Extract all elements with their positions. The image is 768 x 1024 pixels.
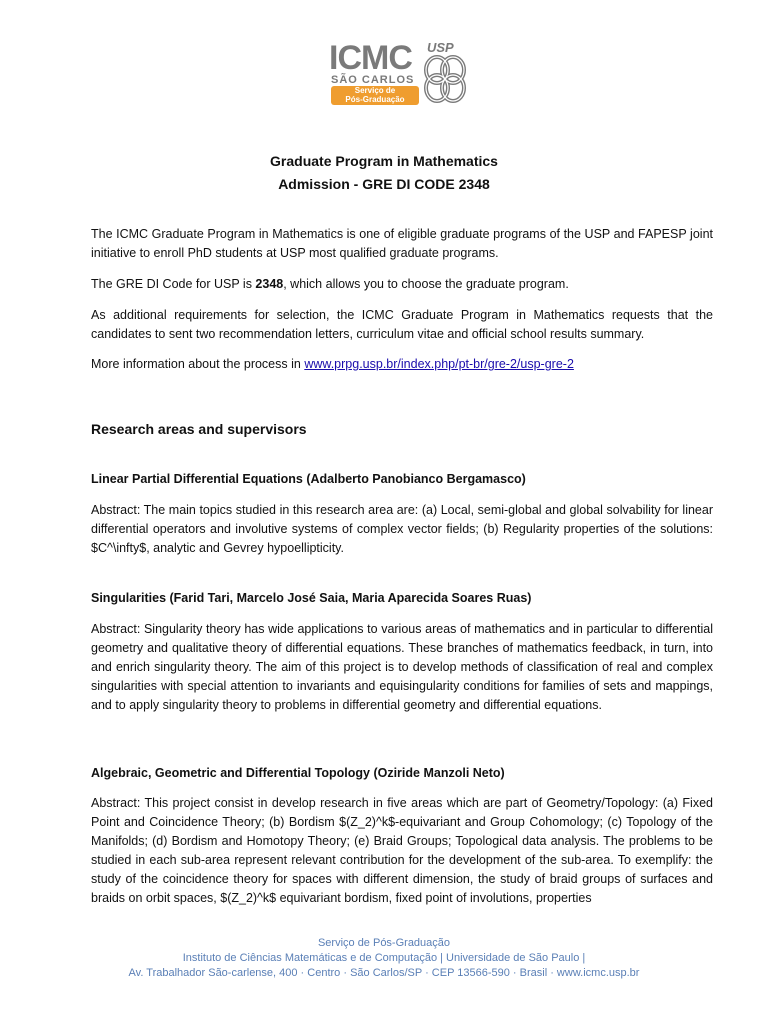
footer-institute: Instituto de Ciências Matemáticas e de Computação | Universidade de São Paulo | (182, 952, 586, 964)
footer-service: Serviço de Pós-Graduação (317, 937, 451, 949)
logo-service-line2: Pós-Graduação (345, 95, 405, 104)
intro-paragraph-4 (91, 355, 713, 374)
area-title-pde: Linear Partial Differential Equations (Adalberto Panobianco Bergamasco) (91, 472, 526, 486)
logo-city-text: SÃO CARLOS (331, 74, 415, 86)
footer-address: Av. Trabalhador São-carlense, 400 · Centro · São Carlos/SP · CEP 13566-590 · Brasil · www.icmc.usp.br (128, 967, 640, 979)
process-link[interactable]: www.prpg.usp.br/index.php/pt-br/gre-2/usp-gre-2 (304, 357, 574, 371)
area-title-topology: Algebraic, Geometric and Differential Topology (Oziride Manzoli Neto) (91, 766, 505, 780)
page-subtitle: Admission - GRE DI CODE 2348 (278, 176, 490, 192)
gre-text-after: , which allows you to choose the graduate program. (283, 277, 569, 291)
gre-code: 2348 (255, 277, 284, 291)
logo-icmc-text: ICMC (329, 39, 412, 77)
logo-usp-text: USP (427, 40, 454, 55)
area-abstract-topology: Abstract: This project consist in develop research in five areas which are part of Geometry/Topology: (a) Fixed Point and Coincidence Theory; (b) Bordism $(Z_2)^k$-equivariant and Group Cohomology; (c) Topology of the Manifolds; (d) Bordism and Homotopy Theory; (e) Braid Groups; Topological data analysis. The problems to be studied in each sub-area represent relevant contribution for the development of the sub-area. To exemplify: the study of the coincidence theory for spaces with different dimension, the study of braid groups of surfaces and braids on orbit spaces, $(Z_2)^k$ equivariant bordism, fixed point of involutions, properties (91, 796, 713, 905)
area-abstract-singularities: Abstract: Singularity theory has wide applications to various areas of mathematics and in particular to differential geometry and qualitative theory of differential equations. These branches of mathematics feedback, in turn, into and enrich singularity theory. The aim of this project is to develop methods of classification of real and complex singularities with special attention to invariants and equisingularity conditions for families of sets and mappings, and to apply singularity theory to problems in differential geometry and differential equations. (91, 622, 713, 712)
area-title-singularities: Singularities (Farid Tari, Marcelo José Saia, Maria Aparecida Soares Ruas) (91, 591, 532, 605)
area-abstract-pde: Abstract: The main topics studied in this research area are: (a) Local, semi-global and global solvability for linear differential operators and involutive systems of complex vector fields; (b) Regularity properties of the solutions: $C^\infty$, analytic and Gevrey hypoellipticity. (91, 503, 713, 555)
intro-paragraph-3: As additional requirements for selection, the ICMC Graduate Program in Mathematics requests that the candidates to sent two recommendation letters, curriculum vitae and official school results summary. (91, 308, 713, 341)
icmc-logo (327, 40, 472, 106)
more-info-text: More information about the process in (91, 357, 305, 371)
intro-paragraph-1: The ICMC Graduate Program in Mathematics is one of eligible graduate programs of the USP and FAPESP joint initiative to enroll PhD students at USP most qualified graduate programs. (91, 227, 713, 260)
gre-text-before: The GRE DI Code for USP is (91, 277, 256, 291)
logo-service-line1: Serviço de (354, 86, 396, 95)
page-title: Graduate Program in Mathematics (270, 153, 498, 169)
usp-knot-icon (421, 54, 469, 104)
logo-service-badge (331, 86, 419, 105)
research-heading: Research areas and supervisors (91, 421, 307, 437)
intro-paragraph-2 (91, 275, 713, 294)
